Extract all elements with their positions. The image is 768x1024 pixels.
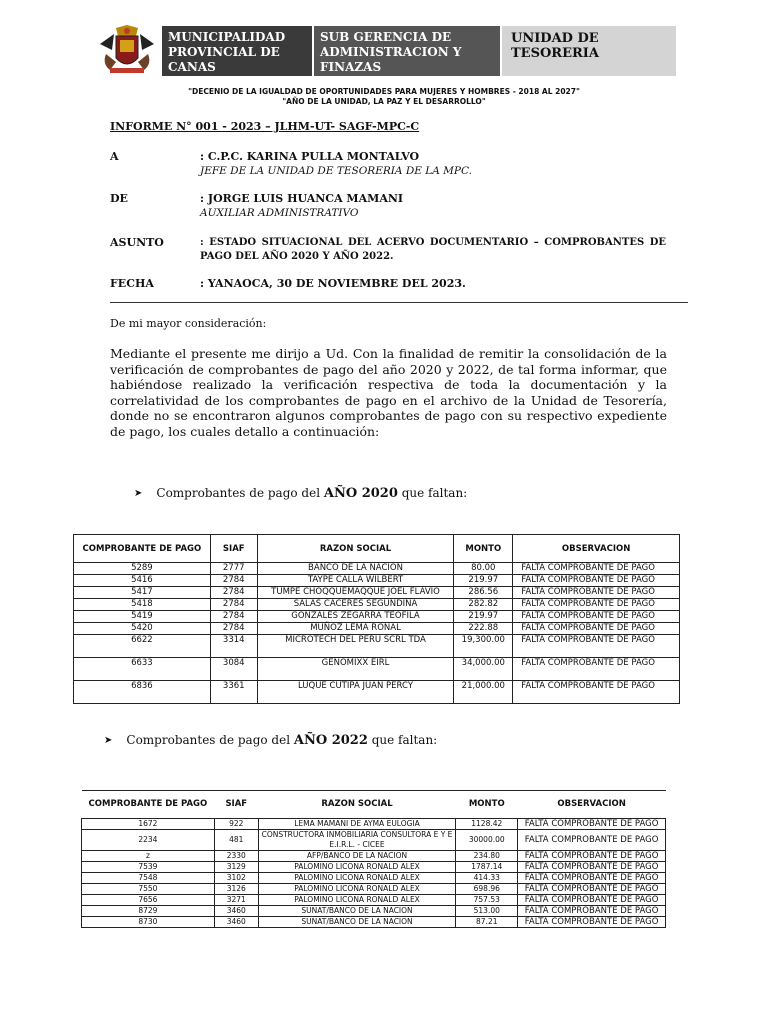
voucher-cell: 8729 <box>82 906 215 917</box>
razon-social-cell: SALAS CACERES SEGUNDINA <box>257 599 454 611</box>
table-row <box>74 611 680 623</box>
siaf-cell: 3271 <box>214 895 258 906</box>
voucher-cell: 5419 <box>74 611 211 623</box>
monto-cell: 80.00 <box>454 563 513 575</box>
column-header: MONTO <box>454 535 513 563</box>
monto-cell: 1787.14 <box>456 862 518 873</box>
monto-cell: 34,000.00 <box>454 658 513 681</box>
voucher-cell: 8730 <box>82 917 215 928</box>
observacion-cell: FALTA COMPROBANTE DE PAGO <box>518 906 666 917</box>
voucher-cell: 1672 <box>82 819 215 830</box>
voucher-cell: 2234 <box>82 830 215 851</box>
table-row <box>82 917 666 928</box>
table-row <box>74 587 680 599</box>
monto-cell: 282.82 <box>454 599 513 611</box>
column-header: OBSERVACION <box>518 791 666 817</box>
razon-social-cell: AFP/BANCO DE LA NACION <box>258 851 456 862</box>
section-2022-heading: ➤ Comprobantes de pago del AÑO 2022 que faltan: <box>104 733 438 748</box>
informe-number: INFORME N° 001 - 2023 – JLHM-UT- SAGF-MPC-C <box>110 120 420 133</box>
observacion-cell: FALTA COMPROBANTE DE PAGO <box>518 819 666 830</box>
siaf-cell: 2784 <box>210 587 257 599</box>
observacion-cell: FALTA COMPROBANTE DE PAGO <box>518 873 666 884</box>
field-de-value: : JORGE LUIS HUANCA MAMANI AUXILIAR ADMINISTRATIVO <box>200 192 404 219</box>
voucher-cell: 5420 <box>74 623 211 635</box>
voucher-cell: 5416 <box>74 575 211 587</box>
razon-social-cell: CONSTRUCTORA INMOBILIARIA CONSULTORA E Y E E.I.R.L. - CICEE <box>258 830 456 851</box>
razon-social-cell: SUNAT/BANCO DE LA NACION <box>258 906 456 917</box>
table-row <box>82 851 666 862</box>
razon-social-cell: TUMPE CHOQQUEMAQQUE JOEL FLAVIO <box>257 587 454 599</box>
siaf-cell: 3314 <box>210 635 257 658</box>
observacion-cell: FALTA COMPROBANTE DE PAGO <box>513 635 680 658</box>
table-2020 <box>73 534 680 704</box>
unit-banner: UNIDAD DE TESORERIA <box>502 26 676 76</box>
voucher-cell: 6836 <box>74 681 211 704</box>
siaf-cell: 481 <box>214 830 258 851</box>
monto-cell: 698.96 <box>456 884 518 895</box>
field-de-label: DE <box>110 192 128 205</box>
table-row <box>82 906 666 917</box>
field-fecha-label: FECHA <box>110 277 154 290</box>
monto-cell: 234.80 <box>456 851 518 862</box>
observacion-cell: FALTA COMPROBANTE DE PAGO <box>513 681 680 704</box>
table-row <box>74 623 680 635</box>
razon-social-cell: LUQUE CUTIPA JUAN PERCY <box>257 681 454 704</box>
observacion-cell: FALTA COMPROBANTE DE PAGO <box>518 895 666 906</box>
razon-social-cell: GONZALES ZEGARRA TEOFILA <box>257 611 454 623</box>
voucher-cell: 6633 <box>74 658 211 681</box>
voucher-cell: 6622 <box>74 635 211 658</box>
razon-social-cell: GENOMIXX EIRL <box>257 658 454 681</box>
observacion-cell: FALTA COMPROBANTE DE PAGO <box>518 917 666 928</box>
observacion-cell: FALTA COMPROBANTE DE PAGO <box>513 599 680 611</box>
razon-social-cell: PALOMINO LICONA RONALD ALEX <box>258 884 456 895</box>
razon-social-cell: TAYPE CALLA WILBERT <box>257 575 454 587</box>
table-row <box>74 575 680 587</box>
sub-gerencia-banner: SUB GERENCIA DE ADMINISTRACION Y FINAZAS <box>314 26 500 76</box>
razon-social-cell: PALOMINO LICONA RONALD ALEX <box>258 895 456 906</box>
observacion-cell: FALTA COMPROBANTE DE PAGO <box>513 611 680 623</box>
razon-social-cell: PALOMINO LICONA RONALD ALEX <box>258 873 456 884</box>
siaf-cell: 3460 <box>214 906 258 917</box>
siaf-cell: 3361 <box>210 681 257 704</box>
monto-cell: 222.88 <box>454 623 513 635</box>
field-asunto-value: : ESTADO SITUACIONAL DEL ACERVO DOCUMENTARIO – COMPROBANTES DE PAGO DEL AÑO 2020 Y AÑO 2022. <box>200 237 666 262</box>
field-a-label: A <box>110 150 119 163</box>
column-header: COMPROBANTE DE PAGO <box>82 791 215 817</box>
razon-social-cell: LEMA MAMANI DE AYMA EULOGIA <box>258 819 456 830</box>
voucher-cell: 7539 <box>82 862 215 873</box>
column-header: SIAF <box>210 535 257 563</box>
monto-cell: 286.56 <box>454 587 513 599</box>
monto-cell: 219.97 <box>454 611 513 623</box>
siaf-cell: 2784 <box>210 575 257 587</box>
table-row <box>74 658 680 681</box>
voucher-cell: 5417 <box>74 587 211 599</box>
column-header: RAZON SOCIAL <box>258 791 456 817</box>
razon-social-cell: BANCO DE LA NACION <box>257 563 454 575</box>
observacion-cell: FALTA COMPROBANTE DE PAGO <box>518 862 666 873</box>
observacion-cell: FALTA COMPROBANTE DE PAGO <box>518 851 666 862</box>
column-header: OBSERVACION <box>513 535 680 563</box>
voucher-cell: 7548 <box>82 873 215 884</box>
table-row <box>74 563 680 575</box>
observacion-cell: FALTA COMPROBANTE DE PAGO <box>513 563 680 575</box>
siaf-cell: 3084 <box>210 658 257 681</box>
table-row <box>82 830 666 851</box>
voucher-cell: z <box>82 851 215 862</box>
observacion-cell: FALTA COMPROBANTE DE PAGO <box>513 658 680 681</box>
table-row <box>82 884 666 895</box>
monto-cell: 19,300.00 <box>454 635 513 658</box>
section-2020-heading: ➤ Comprobantes de pago del AÑO 2020 que faltan: <box>134 486 468 501</box>
table-row <box>74 681 680 704</box>
siaf-cell: 3129 <box>214 862 258 873</box>
table-header-row <box>74 535 680 563</box>
monto-cell: 414.33 <box>456 873 518 884</box>
field-fecha-value: : YANAOCA, 30 DE NOVIEMBRE DEL 2023. <box>200 277 466 290</box>
decenio-motto: "DECENIO DE LA IGUALDAD DE OPORTUNIDADES PARA MUJERES Y HOMBRES - 2018 AL 2027" "AÑO DE LA UNIDAD, LA PAZ Y EL DESARROLLO" <box>188 87 580 106</box>
observacion-cell: FALTA COMPROBANTE DE PAGO <box>513 575 680 587</box>
voucher-cell: 5289 <box>74 563 211 575</box>
table-row <box>82 895 666 906</box>
observacion-cell: FALTA COMPROBANTE DE PAGO <box>518 830 666 851</box>
table-row <box>82 873 666 884</box>
voucher-cell: 7656 <box>82 895 215 906</box>
table-header-row <box>82 791 666 817</box>
monto-cell: 1128.42 <box>456 819 518 830</box>
field-a-value: : C.P.C. KARINA PULLA MONTALVO JEFE DE LA UNIDAD DE TESORERIA DE LA MPC. <box>200 150 472 177</box>
column-header: RAZON SOCIAL <box>257 535 454 563</box>
voucher-cell: 5418 <box>74 599 211 611</box>
table-row <box>74 635 680 658</box>
razon-social-cell: SUNAT/BANCO DE LA NACION <box>258 917 456 928</box>
table-2022 <box>81 790 666 928</box>
greeting: De mi mayor consideración: <box>110 317 267 330</box>
monto-cell: 21,000.00 <box>454 681 513 704</box>
observacion-cell: FALTA COMPROBANTE DE PAGO <box>518 884 666 895</box>
body-paragraph: Mediante el presente me dirijo a Ud. Con la finalidad de remitir la consolidación de la verificación de comprobantes de pago del año 2020 y 2022, de tal forma informar, que habiéndose realizado la verificación respectiva de toda la documentación y la correlatividad de los comprobantes de pago en el archivo de la Unidad de Tesorería, donde no se encontraron algunos comprobantes de pago con su respectivo expediente de pago, los cuales detallo a continuación: <box>110 346 667 439</box>
siaf-cell: 2784 <box>210 623 257 635</box>
header-divider <box>110 302 688 303</box>
siaf-cell: 3126 <box>214 884 258 895</box>
observacion-cell: FALTA COMPROBANTE DE PAGO <box>513 623 680 635</box>
voucher-cell: 7550 <box>82 884 215 895</box>
siaf-cell: 3102 <box>214 873 258 884</box>
table-row <box>74 599 680 611</box>
razon-social-cell: PALOMINO LICONA RONALD ALEX <box>258 862 456 873</box>
column-header: COMPROBANTE DE PAGO <box>74 535 211 563</box>
monto-cell: 219.97 <box>454 575 513 587</box>
monto-cell: 757.53 <box>456 895 518 906</box>
siaf-cell: 2784 <box>210 611 257 623</box>
table-row <box>82 862 666 873</box>
arrow-bullet-icon: ➤ <box>104 735 113 746</box>
table-row <box>82 819 666 830</box>
municipal-coat-of-arms-logo <box>96 24 158 76</box>
razon-social-cell: MICROTECH DEL PERU SCRL TDA <box>257 635 454 658</box>
siaf-cell: 2777 <box>210 563 257 575</box>
siaf-cell: 2784 <box>210 599 257 611</box>
arrow-bullet-icon: ➤ <box>134 488 143 499</box>
column-header: MONTO <box>456 791 518 817</box>
municipality-banner: MUNICIPALIDAD PROVINCIAL DE CANAS <box>162 26 312 76</box>
razon-social-cell: MUÑOZ LEMA RONAL <box>257 623 454 635</box>
monto-cell: 30000.00 <box>456 830 518 851</box>
monto-cell: 87.21 <box>456 917 518 928</box>
field-asunto-label: ASUNTO <box>110 236 164 249</box>
column-header: SIAF <box>214 791 258 817</box>
observacion-cell: FALTA COMPROBANTE DE PAGO <box>513 587 680 599</box>
siaf-cell: 3460 <box>214 917 258 928</box>
monto-cell: 513.00 <box>456 906 518 917</box>
siaf-cell: 2330 <box>214 851 258 862</box>
siaf-cell: 922 <box>214 819 258 830</box>
